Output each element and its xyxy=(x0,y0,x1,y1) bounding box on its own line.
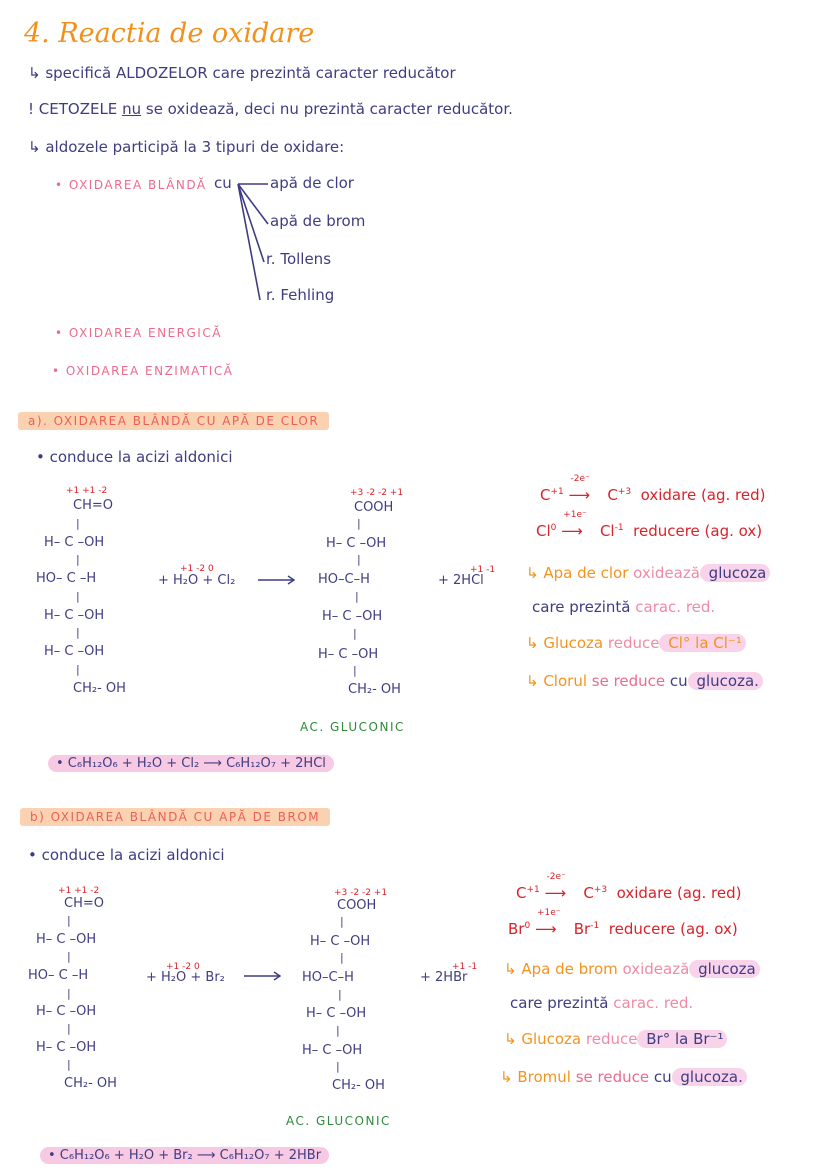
reagents-b: + H₂O + Br₂ xyxy=(146,970,225,985)
product-b-name: AC. GLUCONIC xyxy=(286,1114,391,1128)
product-b-row: H– C –OH xyxy=(310,934,371,949)
redox-b-oxidation: $C^{+1}$ -2e⁻ ⟶ $C^{+3}$ oxidare (ag. red) xyxy=(516,872,742,902)
product-a-top: COOH xyxy=(354,500,394,515)
bond: | xyxy=(67,1058,71,1071)
reaction-arrow-icon xyxy=(244,970,284,982)
bond: | xyxy=(67,1022,71,1035)
product-a-name: AC. GLUCONIC xyxy=(300,720,405,734)
bond: | xyxy=(355,590,359,603)
reactant-a-row: HO– C –H xyxy=(36,571,97,586)
product-a-row: H– C –OH xyxy=(326,536,387,551)
bond: | xyxy=(76,553,80,566)
product-a-row: H– C –OH xyxy=(318,647,379,662)
page-title: 4. Reactia de oxidare xyxy=(24,18,315,49)
oxidation-mild: • OXIDAREA BLÂNDĂ xyxy=(55,178,207,192)
product-a-ox: +3 -2 -2 +1 xyxy=(350,488,404,498)
bond: | xyxy=(338,988,342,1001)
reactant-a-row: H– C –OH xyxy=(44,608,105,623)
bond: | xyxy=(353,664,357,677)
reactant-b-row: HO– C –H xyxy=(28,968,89,983)
reactant-a-bottom: CH₂- OH xyxy=(73,681,126,696)
note-a-4: ↳ Clorul se reduce cu glucoza. xyxy=(526,672,763,690)
reactant-b-bottom: CH₂- OH xyxy=(64,1076,117,1091)
intro-line-1: ↳ specifică ALDOZELOR care prezintă caracter reducător xyxy=(28,64,456,82)
bond: | xyxy=(67,950,71,963)
reagent-1: apă de brom xyxy=(270,212,366,230)
note-a-2: care prezintă carac. red. xyxy=(532,598,716,616)
section-a-heading: a). OXIDAREA BLÂNDĂ CU APĂ DE CLOR xyxy=(18,412,329,430)
section-a-note: • conduce la acizi aldonici xyxy=(36,448,233,466)
reactant-b-row: H– C –OH xyxy=(36,1004,97,1019)
product-b-top: COOH xyxy=(337,898,377,913)
byproduct-a-ox: +1 -1 xyxy=(470,565,496,575)
bond: | xyxy=(76,663,80,676)
byproduct-a: + 2HCl xyxy=(438,573,484,588)
reagent-0: apă de clor xyxy=(270,174,354,192)
intro-line-2 xyxy=(28,100,513,118)
intro-line-2-underlined: nu xyxy=(122,100,142,118)
product-a-bottom: CH₂- OH xyxy=(348,682,401,697)
bond: | xyxy=(67,987,71,1000)
reagent-2: r. Tollens xyxy=(266,250,332,268)
bond: | xyxy=(340,951,344,964)
oxidation-mild-with: cu xyxy=(214,174,232,192)
bond: | xyxy=(76,590,80,603)
oxidation-energetic: • OXIDAREA ENERGICĂ xyxy=(55,326,222,340)
reactant-a-row: H– C –OH xyxy=(44,644,105,659)
note-b-2: care prezintă carac. red. xyxy=(510,994,694,1012)
product-b-row: H– C –OH xyxy=(306,1006,367,1021)
reactant-b-top: CH=O xyxy=(64,896,104,911)
byproduct-b: + 2HBr xyxy=(420,970,468,985)
product-b-bottom: CH₂- OH xyxy=(332,1078,385,1093)
equation-b: • C₆H₁₂O₆ + H₂O + Br₂ ⟶ C₆H₁₂O₇ + 2HBr xyxy=(40,1148,329,1163)
byproduct-b-ox: +1 -1 xyxy=(452,962,478,972)
reactant-a-top: CH=O xyxy=(73,498,113,513)
reactant-a-ox: +1 +1 -2 xyxy=(66,486,108,496)
note-b-4: ↳ Bromul se reduce cu glucoza. xyxy=(500,1068,747,1086)
product-b-row: HO–C–H xyxy=(302,970,354,985)
bond: | xyxy=(336,1060,340,1073)
note-b-3: ↳ Glucoza reduce Br° la Br⁻¹ xyxy=(504,1030,727,1048)
section-b-heading: b) OXIDAREA BLÂNDĂ CU APĂ DE BROM xyxy=(20,808,330,826)
reactant-a-row: H– C –OH xyxy=(44,535,105,550)
equation-a: • C₆H₁₂O₆ + H₂O + Cl₂ ⟶ C₆H₁₂O₇ + 2HCl xyxy=(48,756,334,771)
redox-a-oxidation: $C^{+1}$ -2e⁻ ⟶ $C^{+3}$ oxidare (ag. red) xyxy=(540,474,766,504)
product-a-row: HO–C–H xyxy=(318,572,370,587)
product-b-ox: +3 -2 -2 +1 xyxy=(334,888,388,898)
section-b-note: • conduce la acizi aldonici xyxy=(28,846,225,864)
reactant-b-ox: +1 +1 -2 xyxy=(58,886,100,896)
intro-line-2-suffix: se oxidează, deci nu prezintă caracter reducător. xyxy=(145,100,513,118)
product-b-row: H– C –OH xyxy=(302,1043,363,1058)
bond: | xyxy=(353,627,357,640)
reagents-a-ox: +1 -2 0 xyxy=(180,564,214,574)
reactant-b-row: H– C –OH xyxy=(36,932,97,947)
bond: | xyxy=(336,1024,340,1037)
bond: | xyxy=(76,517,80,530)
redox-b-reduction: Br$^0$ +1e⁻ ⟶ $Br^{-1}$ reducere (ag. ox) xyxy=(508,908,738,938)
intro-line-2-prefix: ! CETOZELE xyxy=(28,100,118,118)
note-a-1: ↳ Apa de clor oxidează glucoza xyxy=(526,564,770,582)
reagent-3: r. Fehling xyxy=(266,286,335,304)
oxidation-enzymatic: • OXIDAREA ENZIMATICĂ xyxy=(52,364,234,378)
note-a-3: ↳ Glucoza reduce Cl° la Cl⁻¹ xyxy=(526,634,746,652)
redox-a-reduction: Cl$^0$ +1e⁻ ⟶ $Cl^{-1}$ reducere (ag. ox) xyxy=(536,510,763,540)
bond: | xyxy=(340,915,344,928)
reagents-b-ox: +1 -2 0 xyxy=(166,962,200,972)
reactant-b-row: H– C –OH xyxy=(36,1040,97,1055)
bond: | xyxy=(357,553,361,566)
product-a-row: H– C –OH xyxy=(322,609,383,624)
note-b-1: ↳ Apa de brom oxidează glucoza xyxy=(504,960,760,978)
bond: | xyxy=(67,914,71,927)
reagents-a: + H₂O + Cl₂ xyxy=(158,573,236,588)
reaction-arrow-icon xyxy=(258,574,298,586)
bond: | xyxy=(76,626,80,639)
intro-line-3: ↳ aldozele participă la 3 tipuri de oxidare: xyxy=(28,138,345,156)
bond: | xyxy=(357,517,361,530)
